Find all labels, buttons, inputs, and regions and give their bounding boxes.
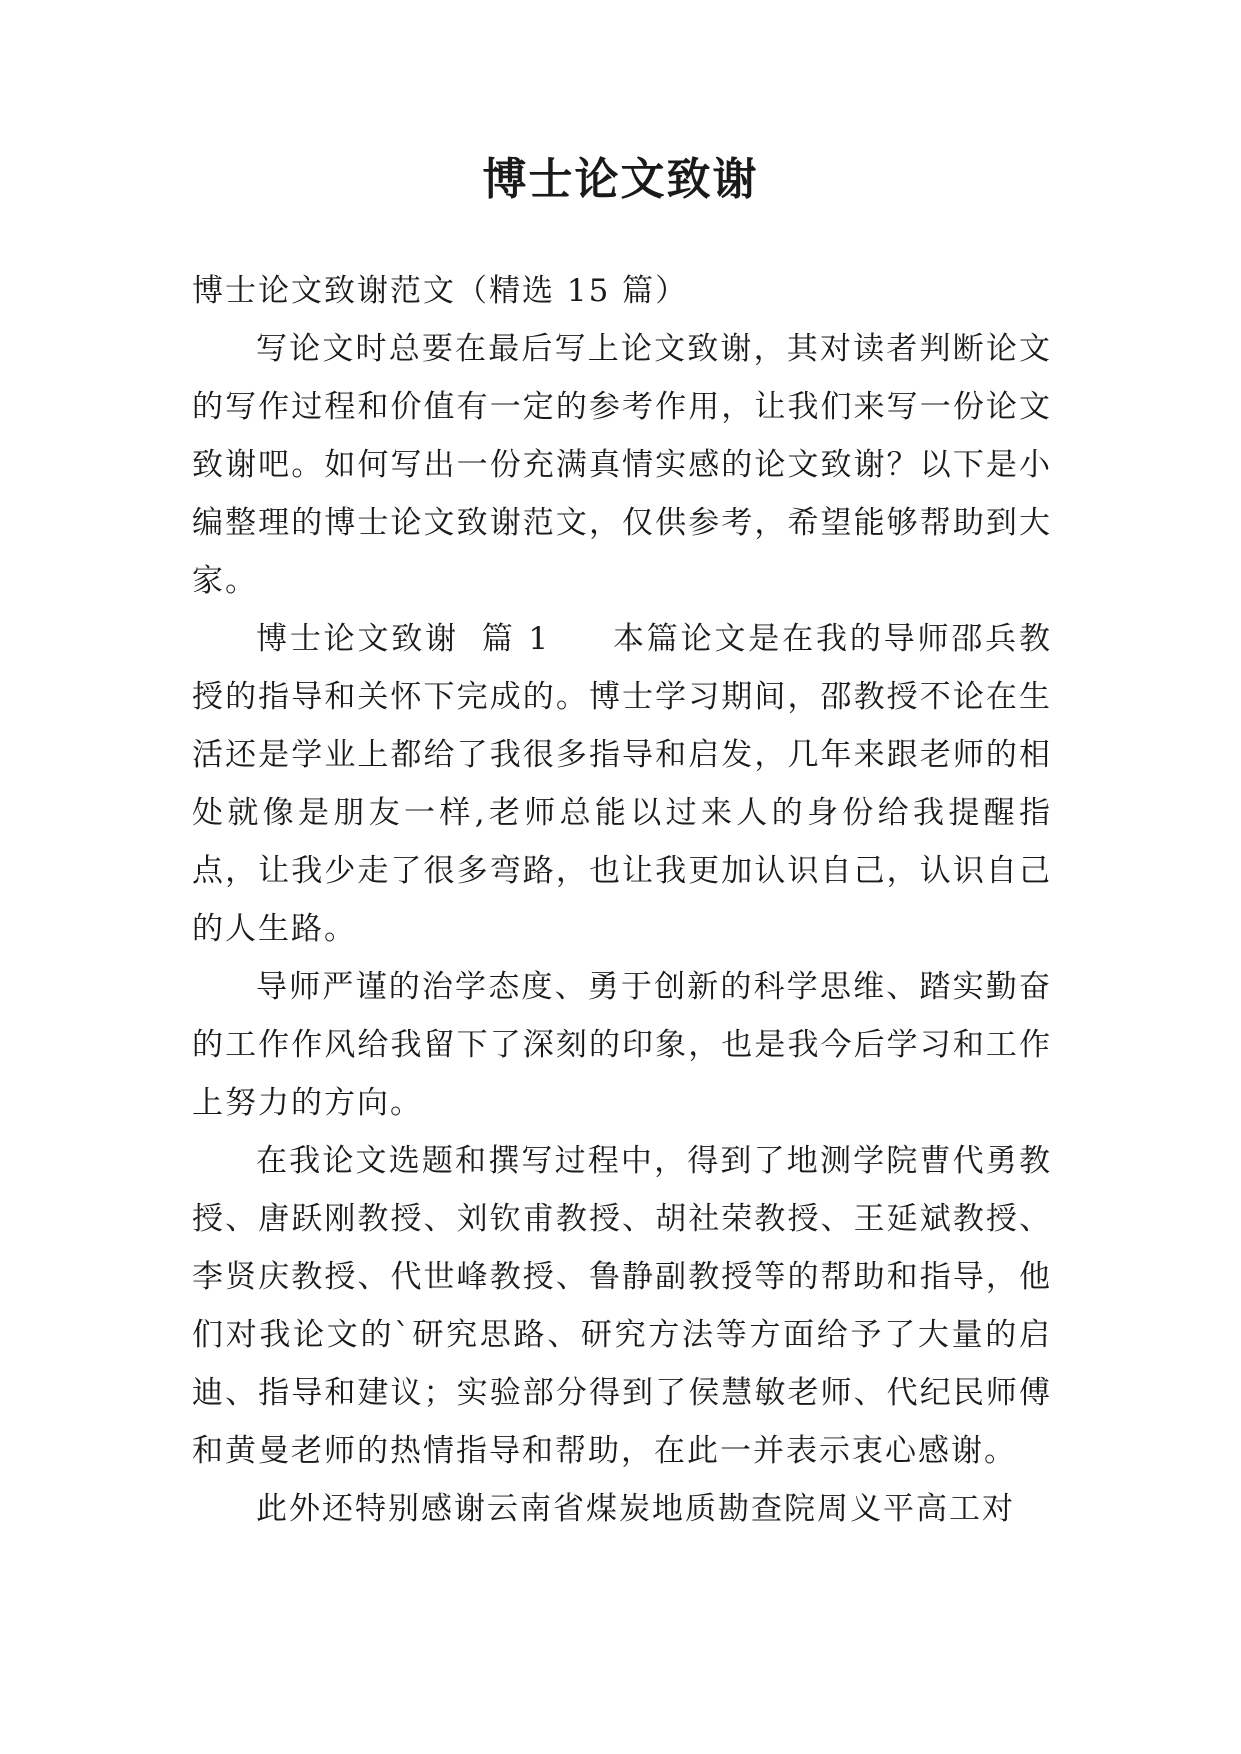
section-1-number: 篇 1	[481, 621, 551, 657]
section-1-text: 本篇论文是在我的导师邵兵教授的指导和关怀下完成的。博士学习期间，邵教授不论在生活还是学业上都给了我很多指导和启发，几年来跟老师的相处就像是朋友一样,老师总能以过来人的身份给我提醒指点，让我少走了很多弯路，也让我更加认识自己，认识自己的人生路。	[192, 621, 1053, 947]
document-title: 博士论文致谢	[482, 154, 759, 205]
paragraph-2: 导师严谨的治学态度、勇于创新的科学思维、踏实勤奋的工作作风给我留下了深刻的印象，也是我今后学习和工作上努力的方向。	[192, 969, 1052, 1121]
section-1-paragraph	[192, 610, 1052, 958]
paragraph-4: 此外还特别感谢云南省煤炭地质勘查院周义平高工对	[256, 1491, 1015, 1527]
intro-paragraph: 写论文时总要在最后写上论文致谢，其对读者判断论文的写作过程和价值有一定的参考作用，让我们来写一份论文致谢吧。如何写出一份充满真情实感的论文致谢？以下是小编整理的博士论文致谢范文，仅供参考，希望能够帮助到大家。	[192, 331, 1052, 599]
paragraph-3: 在我论文选题和撰写过程中，得到了地测学院曹代勇教授、唐跃刚教授、刘钦甫教授、胡社荣教授、王延斌教授、李贤庆教授、代世峰教授、鲁静副教授等的帮助和指导，他们对我论文的`研究思路、研究方法等方面给予了大量的启迪、指导和建议；实验部分得到了侯慧敏老师、代纪民师傅和黄曼老师的热情指导和帮助，在此一并表示衷心感谢。	[192, 1143, 1052, 1469]
document-body	[192, 262, 1052, 1538]
document-subtitle: 博士论文致谢范文（精选 15 篇）	[192, 273, 689, 309]
section-1-heading: 博士论文致谢	[256, 621, 460, 657]
